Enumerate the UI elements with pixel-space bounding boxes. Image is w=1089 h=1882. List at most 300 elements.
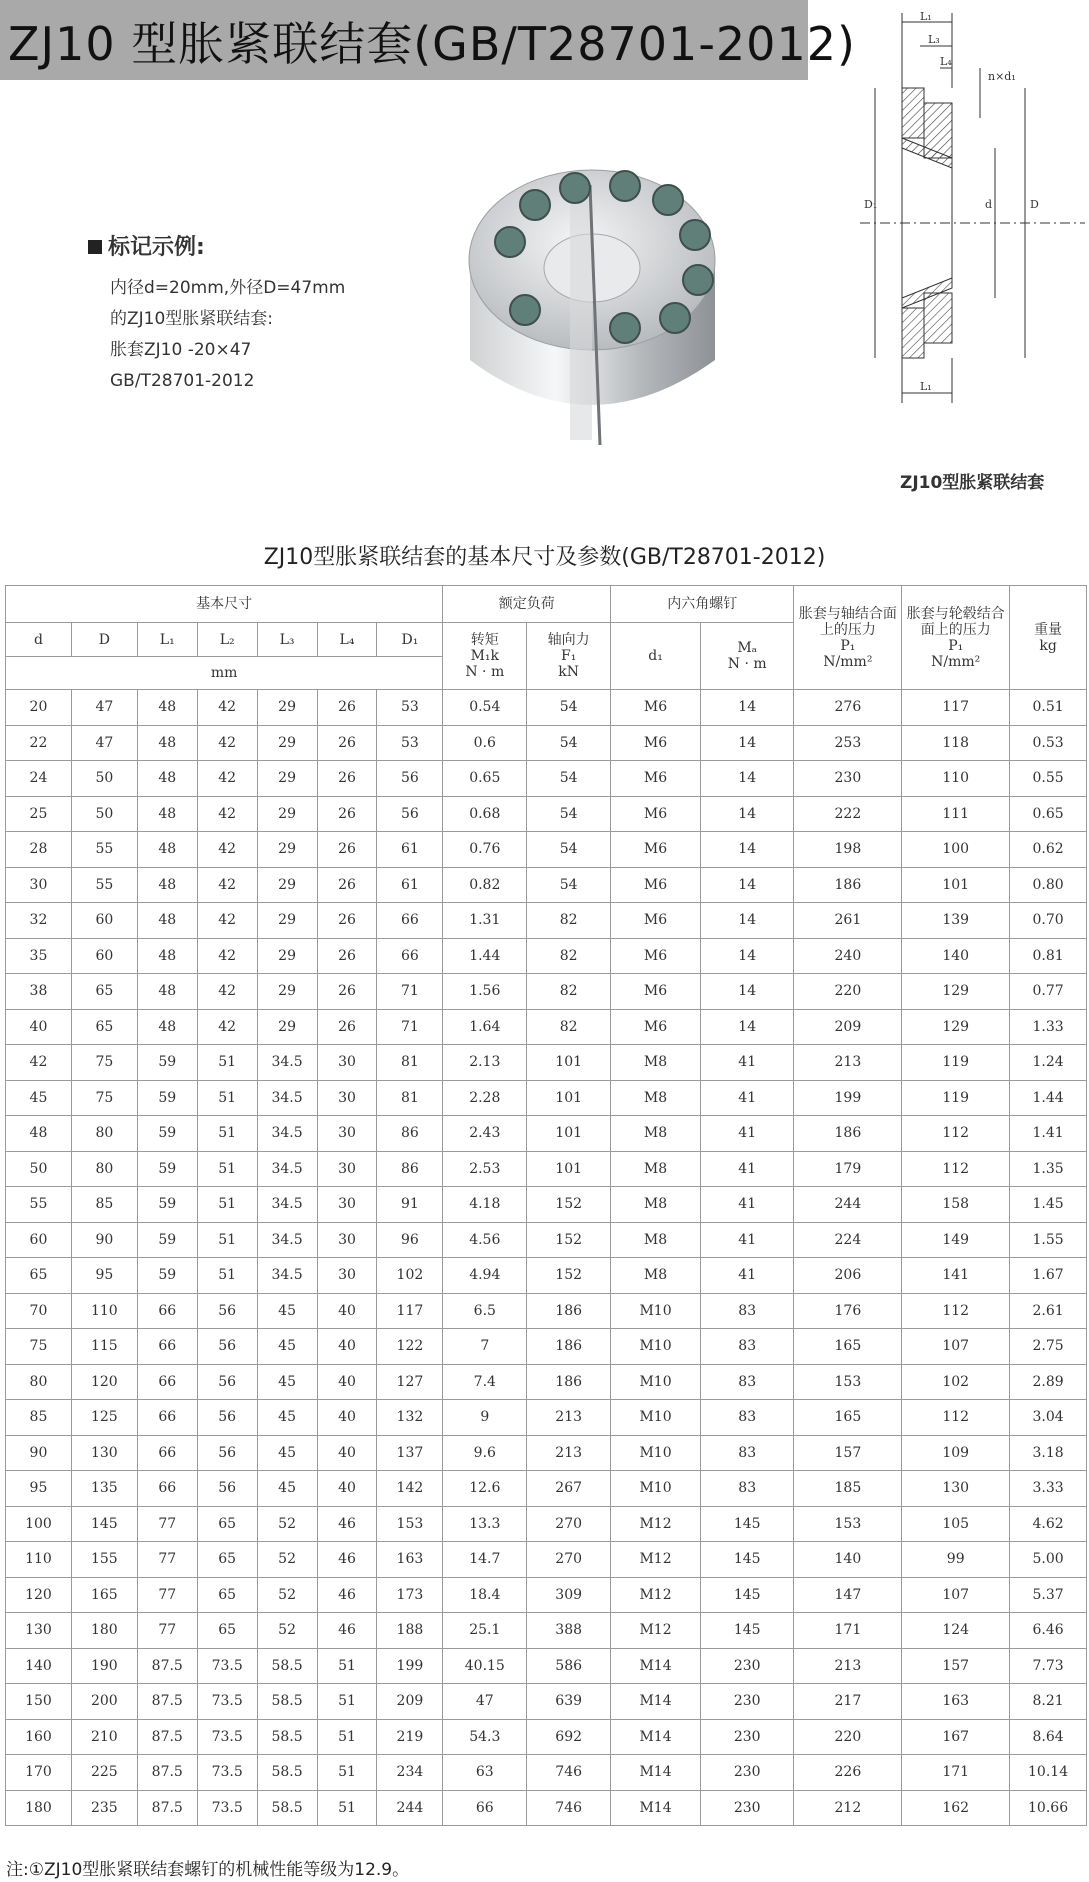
table-cell: 34.5	[257, 1222, 317, 1258]
table-cell: 55	[6, 1187, 72, 1223]
table-cell: 42	[197, 725, 257, 761]
table-cell: 127	[377, 1364, 443, 1400]
table-cell: 56	[197, 1364, 257, 1400]
table-cell: 180	[71, 1613, 137, 1649]
table-cell: 95	[71, 1258, 137, 1294]
torque-label: 转矩	[470, 632, 499, 648]
table-cell: 41	[700, 1187, 793, 1223]
p1-label: 胀套与轴结合面上的压力	[798, 605, 897, 638]
table-cell: 83	[700, 1435, 793, 1471]
table-cell: 83	[700, 1471, 793, 1507]
table-cell: 230	[700, 1755, 793, 1791]
table-cell: 0.62	[1010, 832, 1087, 868]
table-cell: 55	[71, 867, 137, 903]
table-cell: 35	[6, 938, 72, 974]
table-cell: 47	[443, 1684, 527, 1720]
table-cell: 14	[700, 690, 793, 726]
table-cell: 14	[700, 832, 793, 868]
table-cell: 145	[700, 1577, 793, 1613]
marking-example-heading-text: 标记示例:	[108, 235, 205, 260]
table-cell: 65	[197, 1506, 257, 1542]
table-cell: 95	[6, 1471, 72, 1507]
table-cell: 48	[137, 974, 197, 1010]
table-cell: 45	[257, 1364, 317, 1400]
table-row	[6, 903, 1087, 939]
table-cell: 1.41	[1010, 1116, 1087, 1152]
table-cell: 29	[257, 867, 317, 903]
table-cell: 14	[700, 867, 793, 903]
table-cell: 0.82	[443, 867, 527, 903]
title-banner	[0, 0, 856, 80]
table-row	[6, 867, 1087, 903]
table-cell: 120	[6, 1577, 72, 1613]
table-cell: 0.76	[443, 832, 527, 868]
table-cell: 0.6	[443, 725, 527, 761]
table-row	[6, 761, 1087, 797]
table-cell: 38	[6, 974, 72, 1010]
table-cell: 65	[197, 1613, 257, 1649]
table-cell: 90	[6, 1435, 72, 1471]
table-cell: 45	[257, 1435, 317, 1471]
table-cell: 209	[377, 1684, 443, 1720]
table-cell: 42	[197, 938, 257, 974]
table-cell: 66	[137, 1329, 197, 1365]
table-cell: 73.5	[197, 1719, 257, 1755]
table-cell: 112	[902, 1293, 1010, 1329]
table-row	[6, 1435, 1087, 1471]
table-cell: 186	[794, 867, 902, 903]
table-cell: 10.66	[1010, 1790, 1087, 1826]
table-cell: 217	[794, 1684, 902, 1720]
table-cell: 120	[71, 1364, 137, 1400]
table-cell: M6	[611, 903, 701, 939]
table-cell: 26	[317, 761, 377, 797]
table-cell: 692	[527, 1719, 611, 1755]
table-cell: 135	[71, 1471, 137, 1507]
ma-unit: N · m	[727, 656, 767, 672]
table-cell: 102	[377, 1258, 443, 1294]
torque-symbol: M₁k	[470, 648, 500, 664]
table-cell: 162	[902, 1790, 1010, 1826]
table-cell: 4.94	[443, 1258, 527, 1294]
table-cell: 26	[317, 903, 377, 939]
table-cell: 29	[257, 761, 317, 797]
table-cell: 29	[257, 725, 317, 761]
table-cell: 107	[902, 1329, 1010, 1365]
col-header-weight	[1010, 586, 1087, 690]
dim-label-outer-d: D	[1030, 198, 1039, 211]
table-cell: 102	[902, 1364, 1010, 1400]
marking-example	[88, 230, 345, 397]
table-cell: 14	[700, 796, 793, 832]
table-cell: 3.04	[1010, 1400, 1087, 1436]
table-cell: 130	[6, 1613, 72, 1649]
table-cell: 73.5	[197, 1684, 257, 1720]
table-cell: M14	[611, 1755, 701, 1791]
table-cell: M6	[611, 832, 701, 868]
table-cell: 42	[197, 1009, 257, 1045]
table-cell: 61	[377, 832, 443, 868]
table-cell: 140	[6, 1648, 72, 1684]
table-row	[6, 1719, 1087, 1755]
table-cell: 0.51	[1010, 690, 1087, 726]
col-header-screw-d1: d₁	[611, 623, 701, 690]
table-cell: 2.61	[1010, 1293, 1087, 1329]
table-cell: 66	[377, 938, 443, 974]
table-cell: 165	[794, 1329, 902, 1365]
table-cell: 1.24	[1010, 1045, 1087, 1081]
table-cell: M10	[611, 1329, 701, 1365]
dim-label-d: d	[985, 198, 993, 211]
table-cell: 14.7	[443, 1542, 527, 1578]
table-cell: 86	[377, 1151, 443, 1187]
table-cell: 26	[317, 974, 377, 1010]
table-cell: 125	[71, 1400, 137, 1436]
table-row	[6, 1542, 1087, 1578]
table-cell: 51	[197, 1187, 257, 1223]
table-cell: 45	[6, 1080, 72, 1116]
table-cell: 220	[794, 974, 902, 1010]
table-cell: 45	[257, 1329, 317, 1365]
table-cell: 7.73	[1010, 1648, 1087, 1684]
table-row	[6, 832, 1087, 868]
table-cell: 26	[317, 832, 377, 868]
table-cell: 59	[137, 1258, 197, 1294]
table-cell: 167	[902, 1719, 1010, 1755]
table-cell: 14	[700, 903, 793, 939]
table-cell: 51	[317, 1719, 377, 1755]
table-cell: 3.33	[1010, 1471, 1087, 1507]
table-cell: 29	[257, 903, 317, 939]
p1-symbol: P₁	[840, 637, 856, 654]
table-cell: 60	[71, 903, 137, 939]
table-row	[6, 1613, 1087, 1649]
table-cell: 48	[137, 690, 197, 726]
table-row	[6, 938, 1087, 974]
table-cell: 2.75	[1010, 1329, 1087, 1365]
table-row	[6, 1293, 1087, 1329]
table-cell: 244	[794, 1187, 902, 1223]
table-cell: 66	[443, 1790, 527, 1826]
table-cell: 130	[902, 1471, 1010, 1507]
group-rated-load: 额定负荷	[443, 586, 611, 623]
example-line: 胀套ZJ10 -20×47	[110, 340, 252, 360]
table-cell: 83	[700, 1364, 793, 1400]
table-cell: 153	[377, 1506, 443, 1542]
table-cell: 99	[902, 1542, 1010, 1578]
table-cell: M14	[611, 1719, 701, 1755]
table-cell: 5.37	[1010, 1577, 1087, 1613]
table-cell: 87.5	[137, 1684, 197, 1720]
table-cell: 86	[377, 1116, 443, 1152]
table-cell: 77	[137, 1577, 197, 1613]
table-cell: 51	[317, 1648, 377, 1684]
table-cell: M14	[611, 1790, 701, 1826]
table-cell: 82	[527, 1009, 611, 1045]
table-cell: 13.3	[443, 1506, 527, 1542]
table-cell: 65	[6, 1258, 72, 1294]
table-cell: 48	[137, 1009, 197, 1045]
table-cell: 145	[700, 1613, 793, 1649]
table-cell: 58.5	[257, 1648, 317, 1684]
table-cell: 224	[794, 1222, 902, 1258]
table-cell: 34.5	[257, 1080, 317, 1116]
table-cell: 48	[137, 832, 197, 868]
table-cell: 230	[700, 1648, 793, 1684]
table-cell: M8	[611, 1151, 701, 1187]
table-cell: 2.89	[1010, 1364, 1087, 1400]
table-cell: 20	[6, 690, 72, 726]
table-cell: 0.80	[1010, 867, 1087, 903]
table-cell: 40	[6, 1009, 72, 1045]
table-cell: 1.45	[1010, 1187, 1087, 1223]
table-cell: 54	[527, 867, 611, 903]
table-cell: 54	[527, 832, 611, 868]
table-cell: 112	[902, 1400, 1010, 1436]
table-cell: 240	[794, 938, 902, 974]
table-cell: 46	[317, 1577, 377, 1613]
marking-example-heading	[88, 230, 345, 261]
table-cell: 73.5	[197, 1648, 257, 1684]
table-cell: 41	[700, 1116, 793, 1152]
table-cell: 0.81	[1010, 938, 1087, 974]
table-cell: 180	[6, 1790, 72, 1826]
table-cell: 42	[197, 903, 257, 939]
unit-mm: mm	[6, 657, 443, 690]
table-cell: 109	[902, 1435, 1010, 1471]
p2-label: 胀套与轮毂结合面上的压力	[906, 605, 1005, 638]
table-row	[6, 1471, 1087, 1507]
table-cell: 41	[700, 1080, 793, 1116]
table-cell: 5.00	[1010, 1542, 1087, 1578]
table-cell: 14	[700, 761, 793, 797]
table-cell: 388	[527, 1613, 611, 1649]
table-cell: 7.4	[443, 1364, 527, 1400]
table-cell: 152	[527, 1222, 611, 1258]
table-cell: 82	[527, 974, 611, 1010]
table-cell: 157	[794, 1435, 902, 1471]
col-header-ma	[700, 623, 793, 690]
table-cell: 1.64	[443, 1009, 527, 1045]
table-cell: 54	[527, 725, 611, 761]
table-cell: 75	[6, 1329, 72, 1365]
table-cell: 158	[902, 1187, 1010, 1223]
table-cell: 26	[317, 1009, 377, 1045]
table-title: ZJ10型胀紧联结套的基本尺寸及参数(GB/T28701-2012)	[263, 545, 826, 570]
table-cell: 30	[317, 1080, 377, 1116]
table-cell: 65	[197, 1577, 257, 1613]
table-cell: 6.46	[1010, 1613, 1087, 1649]
table-cell: 66	[137, 1293, 197, 1329]
table-cell: 186	[527, 1329, 611, 1365]
table-cell: 59	[137, 1151, 197, 1187]
dim-label-l3: L₃	[928, 33, 940, 46]
table-cell: 18.4	[443, 1577, 527, 1613]
table-cell: 586	[527, 1648, 611, 1684]
table-cell: 122	[377, 1329, 443, 1365]
table-cell: 77	[137, 1506, 197, 1542]
table-cell: 48	[137, 867, 197, 903]
table-cell: 40.15	[443, 1648, 527, 1684]
table-cell: 61	[377, 867, 443, 903]
table-cell: M14	[611, 1648, 701, 1684]
table-cell: 142	[377, 1471, 443, 1507]
table-cell: 30	[317, 1258, 377, 1294]
table-cell: 48	[137, 725, 197, 761]
table-cell: 66	[377, 903, 443, 939]
table-cell: 81	[377, 1045, 443, 1081]
table-cell: 198	[794, 832, 902, 868]
table-cell: 2.53	[443, 1151, 527, 1187]
table-row	[6, 1009, 1087, 1045]
table-cell: 58.5	[257, 1790, 317, 1826]
table-cell: 111	[902, 796, 1010, 832]
table-cell: 45	[257, 1400, 317, 1436]
table-cell: 225	[71, 1755, 137, 1791]
table-cell: M12	[611, 1542, 701, 1578]
table-row	[6, 690, 1087, 726]
table-cell: M8	[611, 1080, 701, 1116]
table-row	[6, 1222, 1087, 1258]
table-cell: 12.6	[443, 1471, 527, 1507]
p1-unit: N/mm²	[823, 653, 873, 670]
table-cell: 155	[71, 1542, 137, 1578]
ma-label: Mₐ	[737, 640, 758, 656]
table-cell: 1.67	[1010, 1258, 1087, 1294]
table-cell: 66	[137, 1471, 197, 1507]
table-cell: M8	[611, 1258, 701, 1294]
table-cell: 165	[71, 1577, 137, 1613]
table-cell: 112	[902, 1151, 1010, 1187]
table-cell: 29	[257, 938, 317, 974]
table-cell: 10.14	[1010, 1755, 1087, 1791]
table-cell: 52	[257, 1577, 317, 1613]
table-cell: 26	[317, 725, 377, 761]
table-cell: 71	[377, 974, 443, 1010]
table-cell: 1.55	[1010, 1222, 1087, 1258]
table-cell: 119	[902, 1080, 1010, 1116]
table-cell: 51	[197, 1045, 257, 1081]
table-cell: 199	[794, 1080, 902, 1116]
table-cell: 34.5	[257, 1187, 317, 1223]
table-cell: 58.5	[257, 1755, 317, 1791]
col-header-outer-d: D	[71, 623, 137, 657]
table-row	[6, 796, 1087, 832]
table-cell: M12	[611, 1577, 701, 1613]
table-cell: 105	[902, 1506, 1010, 1542]
axial-symbol: F₁	[561, 648, 577, 664]
dim-label-l4: L₄	[940, 55, 952, 68]
table-cell: 267	[527, 1471, 611, 1507]
table-cell: 41	[700, 1258, 793, 1294]
table-cell: 48	[6, 1116, 72, 1152]
example-line: 的ZJ10型胀紧联结套:	[110, 309, 274, 329]
table-cell: 50	[71, 796, 137, 832]
table-cell: 40	[317, 1435, 377, 1471]
axial-unit: kN	[558, 664, 580, 680]
table-cell: 77	[137, 1613, 197, 1649]
table-cell: 45	[257, 1471, 317, 1507]
table-cell: 56	[197, 1400, 257, 1436]
table-cell: 101	[527, 1080, 611, 1116]
table-cell: 200	[71, 1684, 137, 1720]
table-cell: 160	[6, 1719, 72, 1755]
table-cell: 34.5	[257, 1116, 317, 1152]
table-cell: 29	[257, 832, 317, 868]
table-cell: 112	[902, 1116, 1010, 1152]
table-cell: 56	[197, 1293, 257, 1329]
weight-unit: kg	[1039, 637, 1057, 654]
table-cell: 746	[527, 1755, 611, 1791]
table-cell: 54	[527, 690, 611, 726]
table-cell: 210	[71, 1719, 137, 1755]
table-cell: 219	[377, 1719, 443, 1755]
table-cell: 222	[794, 796, 902, 832]
table-cell: 59	[137, 1045, 197, 1081]
table-cell: 170	[6, 1755, 72, 1791]
table-cell: 230	[700, 1719, 793, 1755]
table-cell: 4.62	[1010, 1506, 1087, 1542]
table-cell: 42	[197, 796, 257, 832]
table-cell: 40	[317, 1364, 377, 1400]
table-cell: 147	[794, 1577, 902, 1613]
table-cell: M12	[611, 1613, 701, 1649]
table-cell: 73.5	[197, 1755, 257, 1791]
table-cell: M14	[611, 1684, 701, 1720]
table-cell: 101	[902, 867, 1010, 903]
table-cell: 188	[377, 1613, 443, 1649]
table-cell: 115	[71, 1329, 137, 1365]
table-cell: 50	[6, 1151, 72, 1187]
square-bullet-icon	[88, 240, 102, 254]
table-cell: 30	[317, 1116, 377, 1152]
table-cell: 65	[71, 1009, 137, 1045]
table-cell: 90	[71, 1222, 137, 1258]
table-cell: 83	[700, 1293, 793, 1329]
table-cell: 2.43	[443, 1116, 527, 1152]
table-cell: 41	[700, 1222, 793, 1258]
table-cell: 45	[257, 1293, 317, 1329]
table-cell: 52	[257, 1506, 317, 1542]
p2-symbol: P₁	[948, 637, 964, 654]
table-cell: 46	[317, 1613, 377, 1649]
table-cell: 234	[377, 1755, 443, 1791]
table-cell: 145	[700, 1542, 793, 1578]
table-cell: M10	[611, 1435, 701, 1471]
table-cell: 153	[794, 1506, 902, 1542]
table-cell: 163	[377, 1542, 443, 1578]
table-cell: 40	[317, 1329, 377, 1365]
table-cell: 85	[71, 1187, 137, 1223]
table-cell: 59	[137, 1116, 197, 1152]
table-cell: 3.18	[1010, 1435, 1087, 1471]
table-cell: 14	[700, 974, 793, 1010]
table-cell: 117	[377, 1293, 443, 1329]
torque-unit: N · m	[465, 664, 505, 680]
table-cell: 29	[257, 1009, 317, 1045]
table-cell: 42	[197, 761, 257, 797]
table-cell: 96	[377, 1222, 443, 1258]
table-cell: 26	[317, 796, 377, 832]
table-cell: 186	[794, 1116, 902, 1152]
table-cell: 42	[197, 832, 257, 868]
col-header-l2: L₂	[197, 623, 257, 657]
table-cell: 48	[137, 903, 197, 939]
table-cell: 110	[902, 761, 1010, 797]
table-cell: 230	[700, 1790, 793, 1826]
weight-label: 重量	[1034, 621, 1063, 638]
table-cell: 52	[257, 1542, 317, 1578]
